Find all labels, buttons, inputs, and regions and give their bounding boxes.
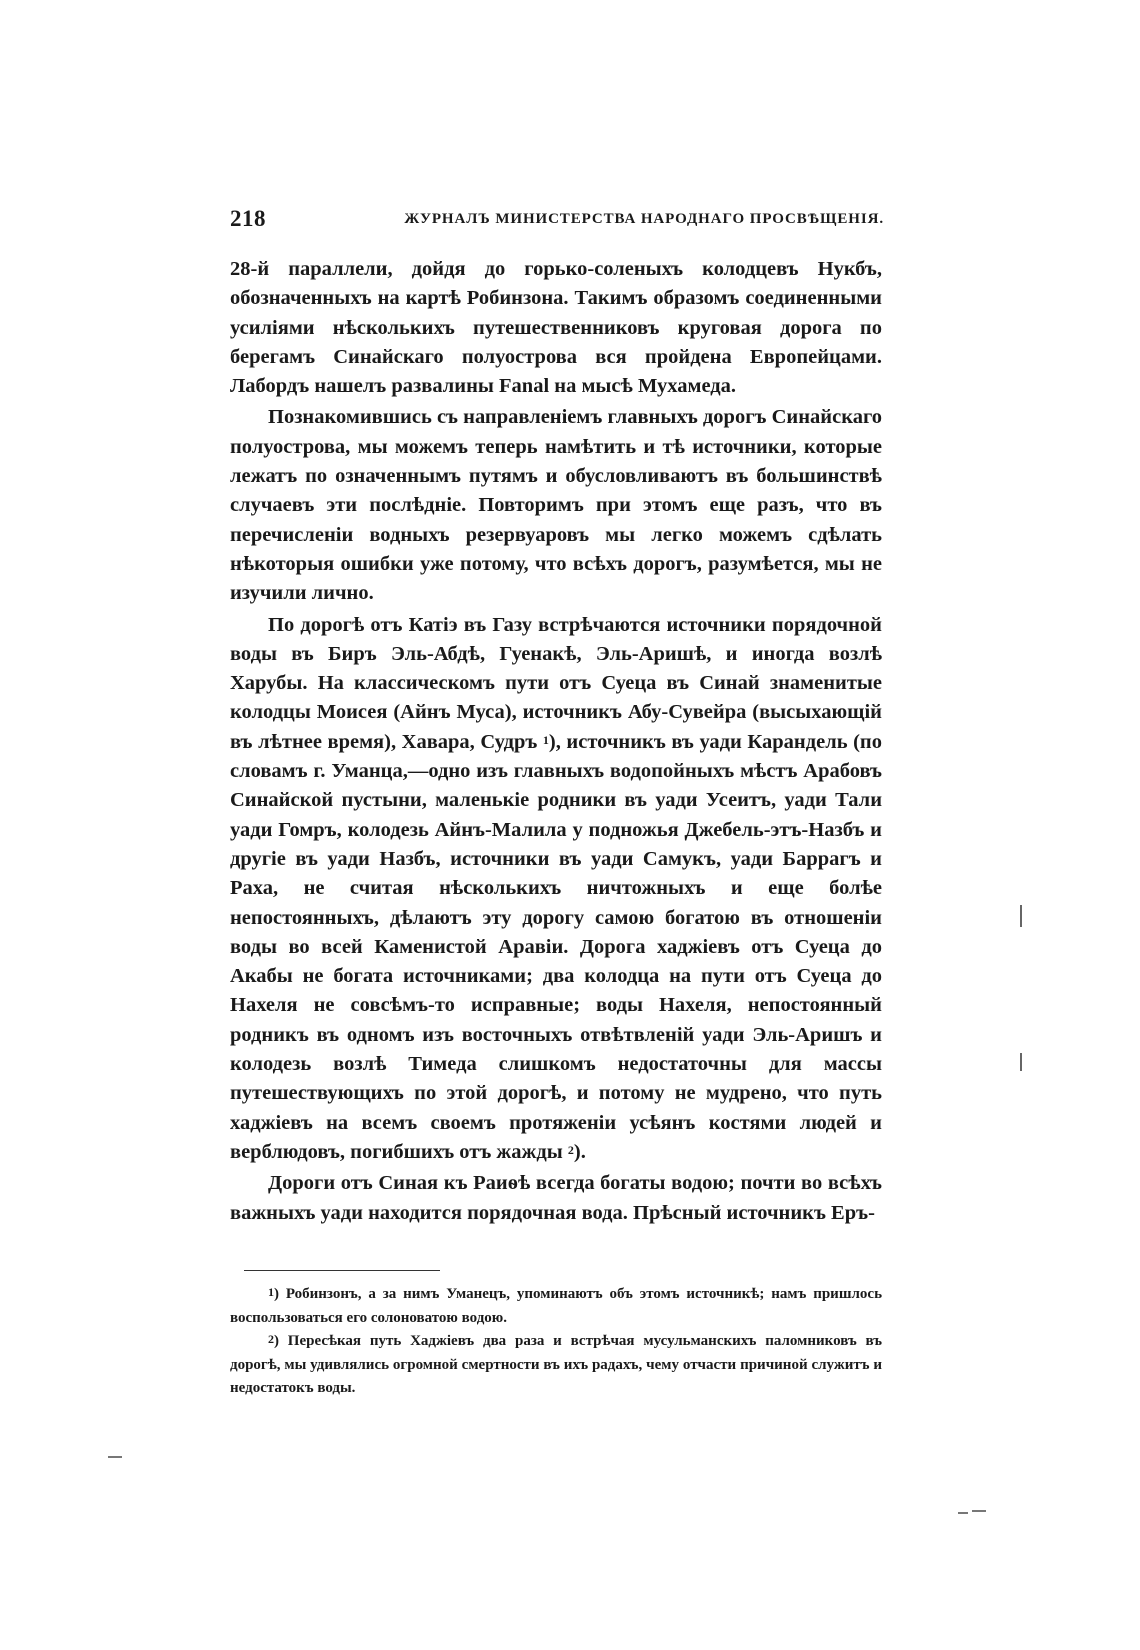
paragraph-4: Дороги отъ Синая къ Раиѳѣ всегда богаты водою; почти во всѣхъ важныхъ уади находится порядочная вода. Прѣсный источникъ Еръ- (230, 1172, 882, 1224)
footnote-1-marker: 1 (268, 1285, 274, 1299)
running-title: ЖУРНАЛЪ МИНИСТЕРСТВА НАРОДНАГО ПРОСВѢЩЕНІЯ. (404, 211, 884, 227)
paragraph-2: Познакомившись съ направленіемъ главныхъ дорогъ Синайскаго полуострова, мы можемъ теперь намѣтить и тѣ источники, которые лежатъ по означеннымъ путямъ и обусловливаютъ въ большинствѣ случаевъ эти послѣдніе. Повторимъ при этомъ еще разъ, что въ перечисленіи водныхъ резервуаровъ мы легко можемъ сдѣлать нѣкоторыя ошибки уже потому, что всѣхъ дорогъ, разумѣется, мы не изучили лично. (230, 406, 882, 605)
footnotes (230, 1283, 882, 1401)
scan-edge-mark (958, 1512, 968, 1514)
footnote-ref-2: 2 (567, 1142, 574, 1157)
footnote-ref-1: 1 (542, 732, 549, 747)
scan-margin-mark (1020, 905, 1022, 927)
footnote-2 (230, 1330, 882, 1401)
scan-margin-mark (1020, 1053, 1022, 1071)
paragraph-3-text-a: По дорогѣ отъ Катіэ въ Газу встрѣчаются источники порядочной воды въ Биръ Эль-Абдѣ, Гуенакѣ, Эль-Аришѣ, и иногда возлѣ Харубы. На классическомъ пути отъ Суеца въ Синай знаменитые колодцы Моисея (Айнъ Муса), источникъ Абу-Сувейра (высыхающій въ лѣтнее время), Хавара, Судръ (230, 613, 882, 753)
page-header (230, 206, 884, 236)
paragraph-3 (230, 611, 882, 1168)
paragraph-1: 28-й параллели, дойдя до горько-соленыхъ колодцевъ Нукбъ, обозначенныхъ на картѣ Робинзона. Такимъ образомъ соединенными усиліями нѣсколькихъ путешественниковъ круговая дорога по берегамъ Синайскаго полуострова вся пройдена Европейцами. Лабордъ нашелъ развалины Fanal на мысѣ Мухамеда. (230, 258, 882, 398)
scan-edge-mark (972, 1510, 986, 1512)
scan-edge-mark (108, 1456, 122, 1458)
paragraph-3-text-b: ), источникъ въ уади Карандель (по словамъ г. Уманца,—одно изъ главныхъ водопойныхъ мѣстъ Арабовъ Синайской пустыни, маленькіе родники въ уади Усеитъ, уади Тали уади Гомръ, колодезь Айнъ-Малила у подножья Джебель-этъ-Назбъ и другіе въ уади Назбъ, источники въ уади Самукъ, уади Баррагъ и Раха, не считая нѣсколькихъ ничтожныхъ и еще болѣе непостоянныхъ, дѣлаютъ эту дорогу самою богатою въ отношеніи воды во всей Каменистой Аравіи. Дорога хаджіевъ отъ Суеца до Акабы не богата источниками; два колодца на пути отъ Суеца до Нахеля не совсѣмъ-то исправные; воды Нахеля, непостоянный родникъ въ одномъ изъ восточныхъ отвѣтвленій уади Эль-Аришъ и колодезь возлѣ Тимеда слишкомъ недостаточны для массы путешествующихъ по этой дорогѣ, и потому не мудрено, что путь хаджіевъ на всемъ своемъ протяженіи усѣянъ костями людей и верблюдовъ, погибшихъ отъ жажды (230, 730, 882, 1163)
page-number: 218 (230, 206, 266, 231)
footnote-2-marker: 2 (268, 1332, 274, 1347)
footnote-divider (244, 1270, 440, 1271)
paragraph-3-text-c: ). (573, 1140, 586, 1163)
footnote-1-text: ) Робинзонъ, а за нимъ Уманецъ, упоминаютъ объ этомъ источникѣ; намъ пришлось воспользоваться его солоноватою водою. (230, 1286, 882, 1326)
main-text (230, 255, 882, 1230)
footnote-2-text: ) Пересѣкая путь Хаджіевъ два раза и встрѣчая мусульманскихъ паломниковъ въ дорогѣ, мы удивлялись огромной смертности въ ихъ радахъ, чему отчасти причиной служитъ и недостатокъ воды. (230, 1333, 882, 1397)
footnote-1 (230, 1283, 882, 1330)
